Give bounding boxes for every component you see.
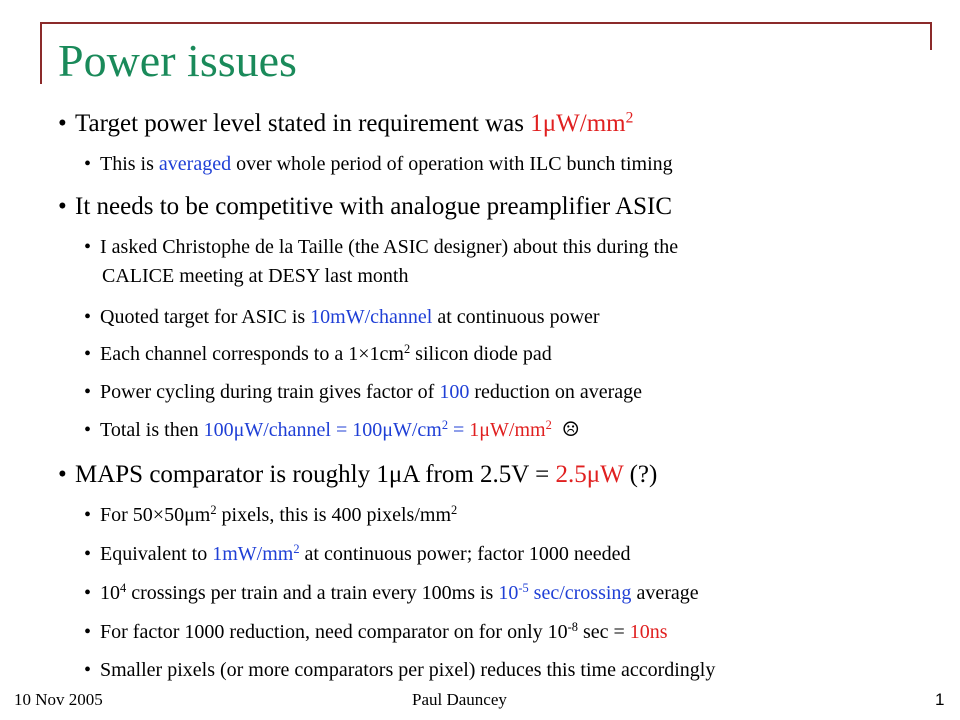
bullet-marker: • bbox=[84, 504, 92, 526]
bullet-marker: • bbox=[84, 419, 92, 441]
subbullet-quoted-target: • Quoted target for ASIC is 10mW/channel at continuous power bbox=[84, 306, 600, 328]
bullet-marker: • bbox=[84, 381, 92, 403]
footer-author: Paul Dauncey bbox=[412, 690, 507, 709]
bullet-marker: • bbox=[58, 110, 67, 137]
bullet-marker: • bbox=[84, 343, 92, 365]
footer-date: 10 Nov 2005 bbox=[14, 690, 103, 709]
bullet-marker: • bbox=[84, 582, 92, 604]
subbullet-pixel-density: • For $50\times 50\mu m^2$ pixels, this is 400 pixels/$mm^2$ bbox=[84, 503, 458, 526]
bullet-marker: • bbox=[84, 543, 92, 565]
bullet-marker: • bbox=[84, 659, 92, 681]
bullet-marker: • bbox=[84, 306, 92, 328]
subbullet-crossings: • $10^4$ crossings per train and a train every 100ms is $10^{-5}$ sec/crossing average bbox=[84, 581, 699, 604]
frame-left-rule bbox=[40, 22, 42, 84]
bullet-target-power: • Target power level stated in requirement was $1\mu W/mm^2$ bbox=[58, 109, 634, 137]
frame-top-rule bbox=[40, 22, 932, 24]
subbullet-smaller-pixels: • Smaller pixels (or more comparators per pixel) reduces this time accordingly bbox=[84, 659, 716, 681]
frame-right-rule bbox=[930, 22, 932, 50]
subbullet-factor-1000: • For factor 1000 reduction, need comparator on for only $10^{-8}$ sec = 10ns bbox=[84, 620, 668, 643]
frown-face-icon: ☹ bbox=[561, 419, 580, 441]
bullet-marker: • bbox=[58, 193, 67, 220]
bullet-marker: • bbox=[58, 461, 67, 488]
bullet-maps-comparator: • MAPS comparator is roughly 1μA from 2.5V = 2.5μW (?) bbox=[58, 461, 658, 488]
subbullet-total: • Total is then 100μW/channel = $100\mu W/cm^2 = 1\mu W/mm^2$ ☹ bbox=[84, 418, 580, 441]
subbullet-averaged: • This is averaged over whole period of operation with ILC bunch timing bbox=[84, 153, 673, 175]
subbullet-asked-christophe-continued: CALICE meeting at DESY last month bbox=[102, 265, 409, 287]
subbullet-channel-pad: • Each channel corresponds to a $1\times 1cm^2$ silicon diode pad bbox=[84, 342, 552, 365]
subbullet-asked-christophe: • I asked Christophe de la Taille (the ASIC designer) about this during the bbox=[84, 236, 679, 258]
slide-title: Power issues bbox=[58, 35, 297, 86]
subbullet-power-cycling: • Power cycling during train gives factor of 100 reduction on average bbox=[84, 381, 643, 403]
page-number: 1 bbox=[935, 690, 945, 709]
subbullet-equivalent: • Equivalent to $1mW/mm^2$ at continuous power; factor 1000 needed bbox=[84, 542, 631, 565]
bullet-competitive: • It needs to be competitive with analogue preamplifier ASIC bbox=[58, 193, 673, 220]
bullet-marker: • bbox=[84, 621, 92, 643]
bullet-marker: • bbox=[84, 236, 92, 258]
bullet-marker: • bbox=[84, 153, 92, 175]
